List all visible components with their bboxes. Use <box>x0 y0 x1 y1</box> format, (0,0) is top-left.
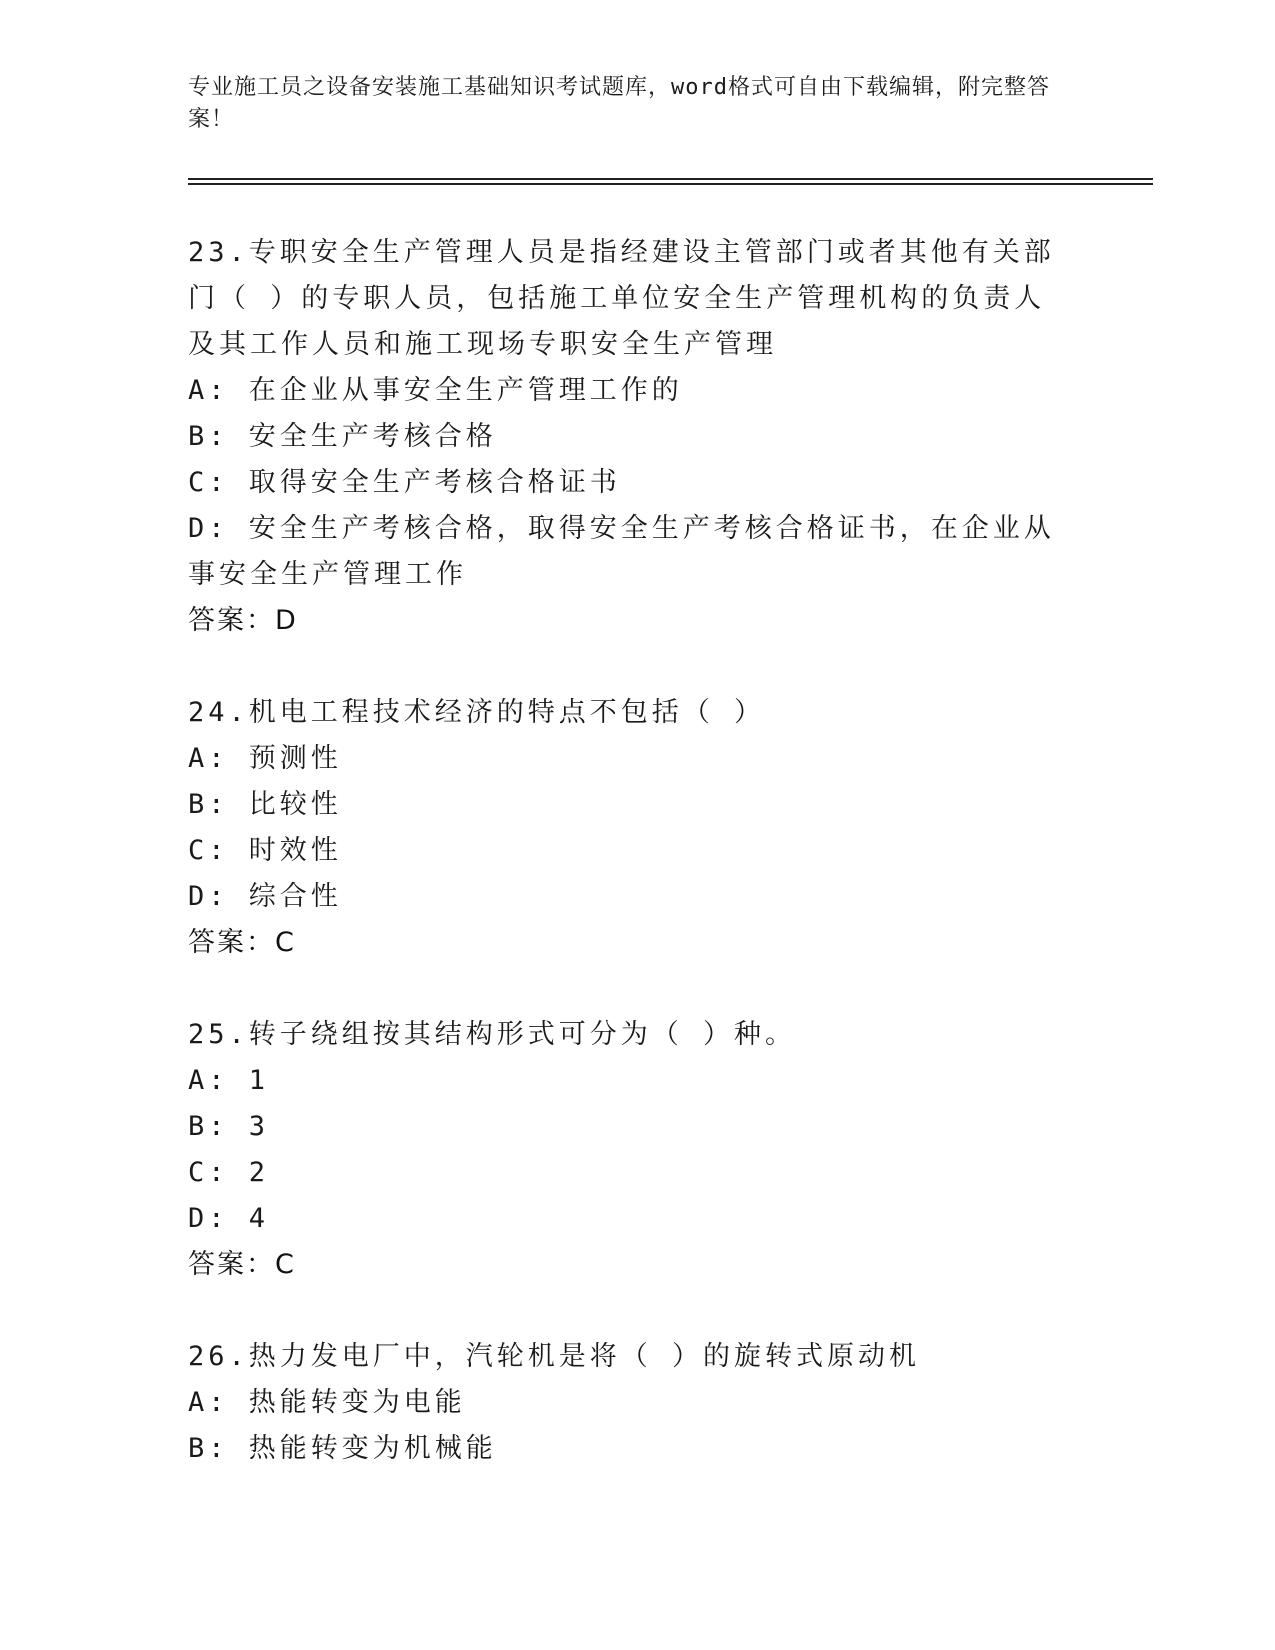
answer-line: 答案：C <box>188 927 296 958</box>
option-b: B: 安全生产考核合格 <box>188 421 497 452</box>
option-d: D: 安全生产考核合格，取得安全生产考核合格证书，在企业从事安全生产管理工作 <box>188 513 1055 590</box>
option-a: A: 预测性 <box>188 743 342 774</box>
header-divider-top <box>188 178 1153 180</box>
question-stem: 24.机电工程技术经济的特点不包括（ ） <box>188 697 766 728</box>
option-a: A: 在企业从事安全生产管理工作的 <box>188 375 683 406</box>
question-item <box>188 230 1088 644</box>
option-b: B: 比较性 <box>188 789 342 820</box>
option-b: B: 热能转变为机械能 <box>188 1433 497 1464</box>
question-list <box>188 230 1088 1518</box>
header-divider-bottom <box>188 183 1153 185</box>
answer-line: 答案：D <box>188 605 298 636</box>
option-c: C: 取得安全生产考核合格证书 <box>188 467 621 498</box>
option-a: A: 1 <box>188 1065 270 1096</box>
option-a: A: 热能转变为电能 <box>188 1387 466 1418</box>
question-stem: 25.转子绕组按其结构形式可分为（ ）种。 <box>188 1019 797 1050</box>
question-stem: 26.热力发电厂中，汽轮机是将（ ）的旋转式原动机 <box>188 1341 921 1372</box>
question-item <box>188 690 1088 966</box>
document-intro: 专业施工员之设备安装施工基础知识考试题库，word格式可自由下载编辑，附完整答案！ <box>188 75 1050 132</box>
option-c: C: 2 <box>188 1157 270 1188</box>
option-d: D: 4 <box>188 1203 270 1234</box>
option-d: D: 综合性 <box>188 881 342 912</box>
option-b: B: 3 <box>188 1111 270 1142</box>
option-c: C: 时效性 <box>188 835 342 866</box>
answer-line: 答案：C <box>188 1249 296 1280</box>
question-item <box>188 1334 1088 1472</box>
question-stem: 23.专职安全生产管理人员是指经建设主管部门或者其他有关部门（ ）的专职人员，包括施工单位安全生产管理机构的负责人及其工作人员和施工现场专职安全生产管理 <box>188 237 1055 360</box>
question-item <box>188 1012 1088 1288</box>
